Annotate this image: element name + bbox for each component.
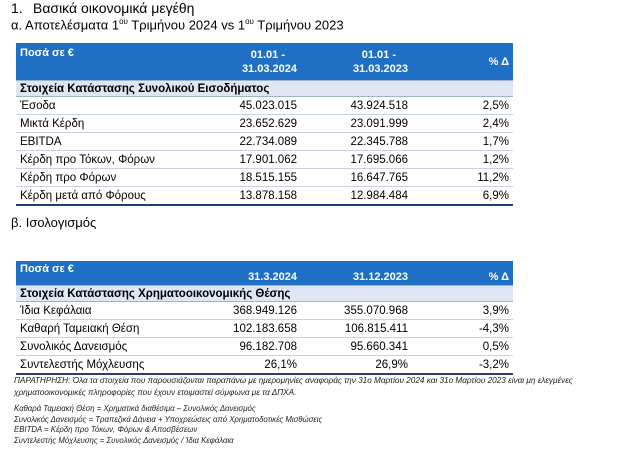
header-pct-change: % Δ [412, 261, 513, 286]
value-2023: 12.984.484 [301, 187, 412, 206]
pct-change: 6,9% [412, 187, 513, 206]
value-2023: 43.924.518 [301, 97, 412, 115]
value-2023: 16.647.765 [301, 169, 412, 187]
value-2023: 17.695.066 [301, 151, 412, 169]
pct-change: 2,4% [412, 115, 513, 133]
value-2023: 106.815.411 [301, 320, 412, 338]
footnote-line: Καθαρά Ταμειακή Θέση = Χρηματικά διαθέσιμα – Συνολικός Δανεισμός [14, 404, 256, 413]
value-2023: 95.660.341 [301, 338, 412, 356]
pct-change: -4,3% [412, 320, 513, 338]
row-label: Κέρδη προ Τόκων, Φόρων [16, 151, 190, 169]
header-period-2023: 01.01 - 31.03.2023 [301, 43, 412, 81]
value-2023: 22.345.788 [301, 133, 412, 151]
value-2024: 18.515.155 [190, 169, 301, 187]
balance-sheet-table [16, 261, 513, 375]
pct-change: 11,2% [412, 169, 513, 187]
header-date-2023: 31.12.2023 [301, 261, 412, 286]
ordinal-sup: ου [245, 17, 254, 26]
section-label: Στοιχεία Κατάστασης Χρηματοοικονομικής Θέσης [16, 286, 513, 302]
value-2024: 17.901.062 [190, 151, 301, 169]
pct-change: 3,9% [412, 302, 513, 320]
value-2024: 102.183.658 [190, 320, 301, 338]
ordinal-sup: ου [119, 17, 128, 26]
value-2023: 355.070.968 [301, 302, 412, 320]
income-statement-table [16, 43, 513, 206]
table-header-row [16, 43, 513, 81]
value-2024: 23.652.629 [190, 115, 301, 133]
value-2024: 13.878.158 [190, 187, 301, 206]
row-label: EBITDA [16, 133, 190, 151]
table-row [16, 169, 513, 187]
value-2024: 22.734.089 [190, 133, 301, 151]
row-label: Κέρδη μετά από Φόρους [16, 187, 190, 206]
table-row [16, 97, 513, 115]
table-row [16, 356, 513, 375]
header-period-2024: 01.01 - 31.03.2024 [190, 43, 301, 81]
value-2024: 368.949.126 [190, 302, 301, 320]
footnote-line: EBITDA = Κέρδη προ Τόκων, Φόρων & Αποσβέσεων [14, 425, 198, 434]
table-header-row [16, 261, 513, 286]
table-row [16, 338, 513, 356]
value-2023: 26,9% [301, 356, 412, 375]
row-label: Συντελεστής Μόχλευσης [16, 356, 190, 375]
header-label: Ποσά σε € [16, 43, 190, 81]
section-heading [11, 0, 194, 16]
remark-line: ΠΑΡΑΤΗΡΗΣΗ: Όλα τα στοιχεία που παρουσιάζονται παραπάνω με ημερομηνίες αναφοράς την 31ο Μαρτίου 2024 και 31ο Μαρτίου 2023 είναι μη ελεγμένες [14, 376, 573, 385]
pct-change: 0,5% [412, 338, 513, 356]
subheading-balance-sheet: β. Ισολογισμός [11, 215, 97, 230]
header-date-2024: 31.3.2024 [190, 261, 301, 286]
table-row [16, 151, 513, 169]
section-row [16, 286, 513, 302]
table-row [16, 133, 513, 151]
table-row [16, 302, 513, 320]
value-2024: 96.182.708 [190, 338, 301, 356]
pct-change: -3,2% [412, 356, 513, 375]
value-2024: 45.023.015 [190, 97, 301, 115]
table-row [16, 115, 513, 133]
subheading-results-text: Τριμήνου 2024 vs 1 [127, 17, 246, 33]
footnote-line: Συντελεστής Μόχλευσης = Συνολικός Δανεισμός / Ίδια Κεφάλαια [14, 435, 234, 445]
section-number: 1. [11, 0, 23, 16]
row-label: Μικτά Κέρδη [16, 115, 190, 133]
subheading-results-text: α. Αποτελέσματα 1 [11, 17, 120, 33]
row-label: Κέρδη προ Φόρων [16, 169, 190, 187]
table-row [16, 187, 513, 206]
section-title: Βασικά οικονομικά μεγέθη [33, 0, 195, 16]
pct-change: 1,7% [412, 133, 513, 151]
value-2023: 23.091.999 [301, 115, 412, 133]
row-label: Έσοδα [16, 97, 190, 115]
value-2024: 26,1% [190, 356, 301, 375]
section-row [16, 81, 513, 97]
remark-line: χρηματοοικονομικές πληροφορίες που έχουν ετοιμαστεί σύμφωνα με τα ΔΠΧΑ. [14, 387, 297, 397]
table-row [16, 320, 513, 338]
row-label: Καθαρή Ταμειακή Θέση [16, 320, 190, 338]
footnote-line: Συνολικός Δανεισμός = Τραπεζικά Δάνεια + Υποχρεώσεις από Χρηματοδοτικές Μισθώσεις [14, 414, 323, 424]
subheading-results [11, 17, 344, 32]
row-label: Συνολικός Δανεισμός [16, 338, 190, 356]
header-pct-change: % Δ [412, 43, 513, 81]
header-label: Ποσά σε € [16, 261, 190, 286]
footnotes [14, 404, 322, 446]
row-label: Ίδια Κεφάλαια [16, 302, 190, 320]
remark-note [14, 375, 614, 398]
section-label: Στοιχεία Κατάστασης Συνολικού Εισοδήματος [16, 81, 513, 97]
pct-change: 1,2% [412, 151, 513, 169]
subheading-results-text: Τριμήνου 2023 [253, 17, 344, 33]
pct-change: 2,5% [412, 97, 513, 115]
